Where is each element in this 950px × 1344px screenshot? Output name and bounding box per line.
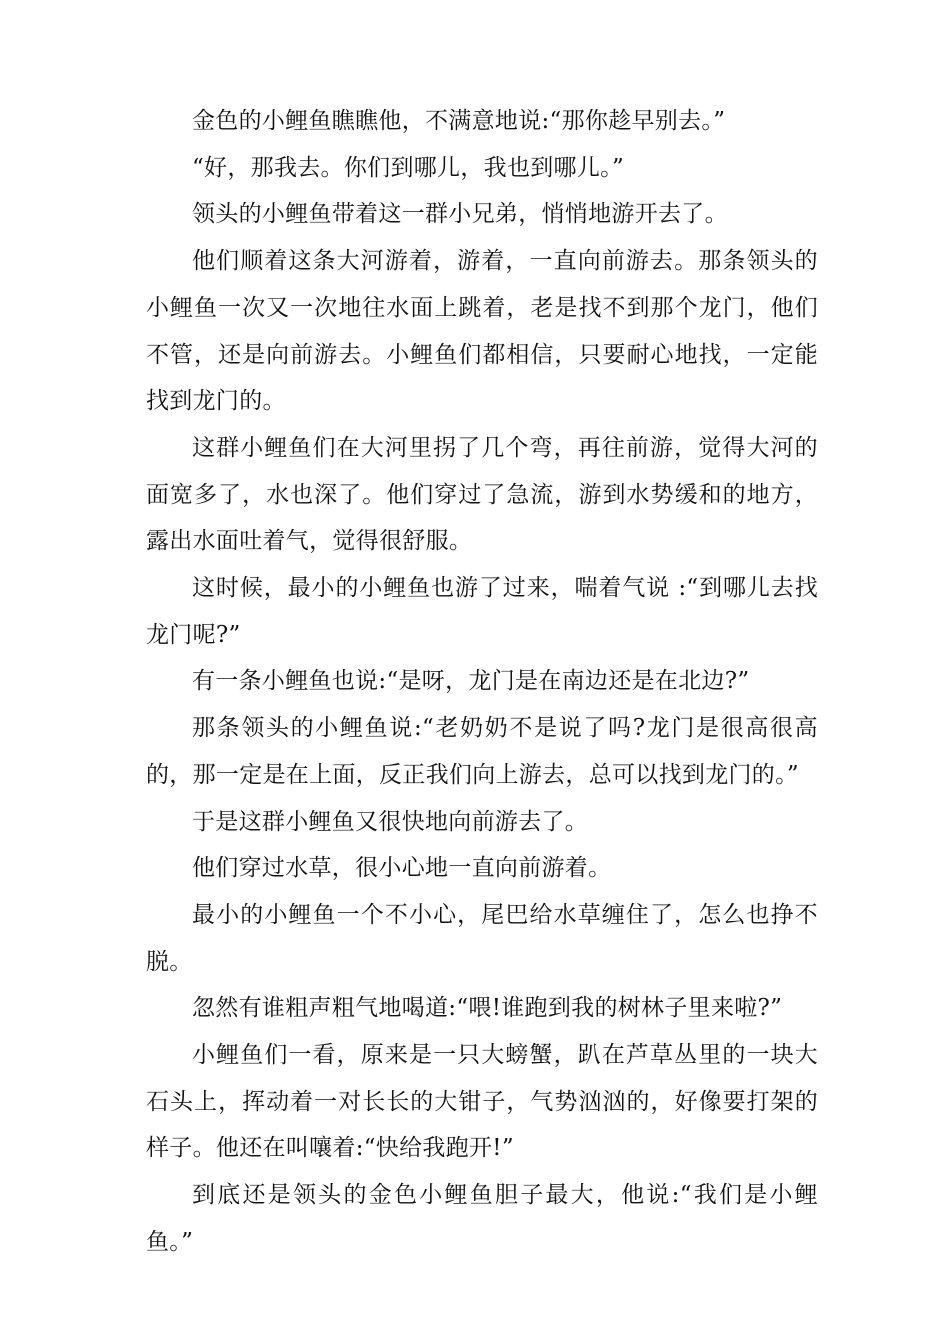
- paragraph-14: 到底还是领头的金色小鲤鱼胆子最大，他说:“我们是小鲤鱼。”: [146, 1182, 818, 1255]
- paragraph-5: 这群小鲤鱼们在大河里拐了几个弯，再往前游，觉得大河的面宽多了，水也深了。他们穿过了急流，游到水势缓和的地方，露出水面吐着气，觉得很舒服。: [146, 434, 818, 555]
- paragraph-3: 领头的小鲤鱼带着这一群小兄弟，悄悄地游开去了。: [192, 201, 728, 228]
- paragraph-6: 这时候，最小的小鲤鱼也游了过来，喘着气说 :“到哪儿去找龙门呢?”: [146, 575, 818, 648]
- paragraph-10: 他们穿过水草，很小心地一直向前游着。: [192, 855, 612, 882]
- paragraph-9: 于是这群小鲤鱼又很快地向前游去了。: [192, 808, 589, 835]
- paragraph-2: “好，那我去。你们到哪儿，我也到哪儿。”: [192, 154, 625, 181]
- story-text: [146, 98, 818, 1266]
- paragraph-12: 忽然有谁粗声粗气地喝道:“喂!谁跑到我的树林子里来啦?”: [192, 995, 783, 1022]
- paragraph-8: 那条领头的小鲤鱼说:“老奶奶不是说了吗?龙门是很高很高的，那一定是在上面，反正我们向上游去，总可以找到龙门的。”: [146, 715, 818, 788]
- paragraph-1: 金色的小鲤鱼瞧瞧他，不满意地说:“那你趁早别去。”: [192, 108, 726, 134]
- paragraph-7: 有一条小鲤鱼也说:“是呀，龙门是在南边还是在北边?”: [192, 668, 750, 695]
- paragraph-13: 小鲤鱼们一看，原来是一只大螃蟹，趴在芦草丛里的一块大石头上，挥动着一对长长的大钳子，气势汹汹的，好像要打架的样子。他还在叫嚷着:“快给我跑开!”: [146, 1042, 818, 1162]
- paragraph-4: 他们顺着这条大河游着，游着，一直向前游去。那条领头的小鲤鱼一次又一次地往水面上跳着，老是找不到那个龙门，他们不管，还是向前游去。小鲤鱼们都相信，只要耐心地找，一定能找到龙门的。: [146, 248, 818, 415]
- paragraph-11: 最小的小鲤鱼一个不小心，尾巴给水草缠住了，怎么也挣不脱。: [146, 901, 818, 975]
